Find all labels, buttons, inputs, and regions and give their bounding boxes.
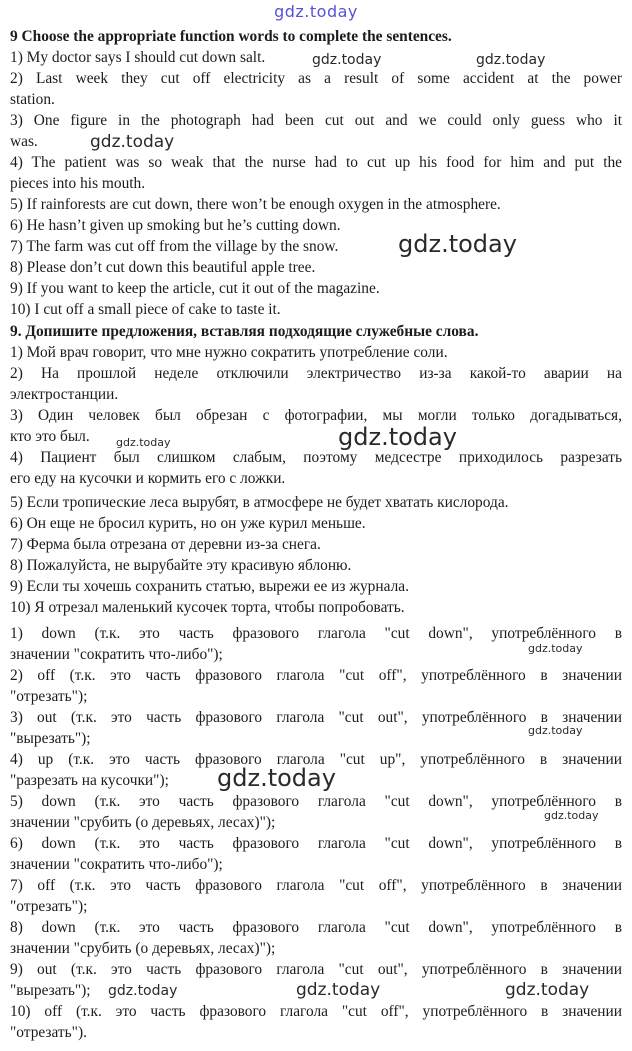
answer-line: 7) off (т.к. это часть фразового глагола "cut off", употреблённого в значении bbox=[10, 877, 622, 894]
russian-sentence-line: кто это был. bbox=[10, 428, 90, 445]
answer-line: 3) out (т.к. это часть фразового глагола "cut out", употреблённого в значении bbox=[10, 709, 622, 726]
watermark: gdz.today bbox=[476, 52, 546, 68]
english-sentence-line: 10) I cut off a small piece of cake to taste it. bbox=[10, 301, 281, 318]
watermark: gdz.today bbox=[528, 642, 583, 655]
russian-sentence-line: 2) На прошлой неделе отключили электричество из-за какой-то аварии на bbox=[10, 365, 622, 382]
site-logo: gdz.today bbox=[274, 2, 358, 21]
answer-line: значении "сократить что-либо"); bbox=[10, 646, 223, 663]
russian-sentence-line: 6) Он еще не бросил курить, но он уже курил меньше. bbox=[10, 515, 366, 532]
russian-sentence-line: 4) Пациент был слишком слабым, поэтому медсестре приходилось разрезать bbox=[10, 449, 622, 466]
watermark: gdz.today bbox=[108, 983, 178, 999]
answer-line: 6) down (т.к. это часть фразового глагола "cut down", употреблённого в bbox=[10, 835, 622, 852]
watermark: gdz.today bbox=[296, 980, 381, 1000]
english-sentence-line: 4) The patient was so weak that the nurse had to cut up his food for him and put the bbox=[10, 154, 622, 171]
answer-line: значении "срубить (о деревьях, лесах)"); bbox=[10, 814, 276, 831]
watermark: gdz.today bbox=[312, 52, 382, 68]
answer-line: 1) down (т.к. это часть фразового глагола "cut down", употреблённого в bbox=[10, 625, 622, 642]
russian-sentence-line: 7) Ферма была отрезана от деревни из-за снега. bbox=[10, 536, 321, 553]
watermark: gdz.today bbox=[90, 132, 175, 152]
russian-sentence-line: 3) Один человек был обрезан с фотографии, мы могли только догадываться, bbox=[10, 407, 622, 424]
english-sentence-line: 1) My doctor says I should cut down salt. bbox=[10, 49, 266, 66]
english-sentence-line: 6) He hasn’t given up smoking but he’s cutting down. bbox=[10, 217, 341, 234]
answer-line: "разрезать на кусочки"); bbox=[10, 772, 169, 789]
russian-exercise-heading: 9. Допишите предложения, вставляя подходящие служебные слова. bbox=[10, 323, 479, 340]
russian-sentence-line: 1) Мой врач говорит, что мне нужно сократить употребление соли. bbox=[10, 344, 448, 361]
answer-line: 4) up (т.к. это часть фразового глагола "cut up", употреблённого в значении bbox=[10, 751, 622, 768]
watermark: gdz.today bbox=[544, 809, 599, 822]
english-sentence-line: 3) One figure in the photograph had been cut out and we could only guess who it bbox=[10, 112, 622, 129]
russian-sentence-line: 8) Пожалуйста, не вырубайте эту красивую яблоню. bbox=[10, 557, 352, 574]
watermark: gdz.today bbox=[338, 423, 457, 451]
english-sentence-line: 7) The farm was cut off from the village by the snow. bbox=[10, 238, 339, 255]
russian-sentence-line: 9) Если ты хочешь сохранить статью, вырежи ее из журнала. bbox=[10, 578, 409, 595]
answer-line: "вырезать"); bbox=[10, 982, 91, 999]
watermark: gdz.today bbox=[116, 436, 171, 449]
watermark: gdz.today bbox=[505, 980, 590, 1000]
answer-line: 10) off (т.к. это часть фразового глагола "cut off", употреблённого в значении bbox=[10, 1003, 622, 1020]
english-sentence-line: 5) If rainforests are cut down, there won’t be enough oxygen in the atmosphere. bbox=[10, 196, 501, 213]
answer-line: "отрезать"). bbox=[10, 1024, 87, 1041]
answer-line: 2) off (т.к. это часть фразового глагола "cut off", употреблённого в значении bbox=[10, 667, 622, 684]
english-sentence-line: 2) Last week they cut off electricity as a result of some accident at the power bbox=[10, 70, 622, 87]
russian-sentence-line: электростанции. bbox=[10, 386, 119, 403]
answer-line: значении "срубить (о деревьях, лесах)"); bbox=[10, 940, 276, 957]
russian-sentence-line: 10) Я отрезал маленький кусочек торта, чтобы попробовать. bbox=[10, 599, 405, 616]
english-sentence-line: 8) Please don’t cut down this beautiful apple tree. bbox=[10, 259, 316, 276]
russian-sentence-line: 5) Если тропические леса вырубят, в атмосфере не будет хватать кислорода. bbox=[10, 494, 509, 511]
watermark: gdz.today bbox=[528, 724, 583, 737]
answer-line: 5) down (т.к. это часть фразового глагола "cut down", употреблённого в bbox=[10, 793, 622, 810]
answer-line: "отрезать"); bbox=[10, 688, 88, 705]
english-sentence-line: 9) If you want to keep the article, cut it out of the magazine. bbox=[10, 280, 380, 297]
english-sentence-line: station. bbox=[10, 91, 55, 108]
russian-sentence-line: его еду на кусочки и кормить его с ложки. bbox=[10, 470, 286, 487]
answer-line: "вырезать"); bbox=[10, 730, 91, 747]
watermark: gdz.today bbox=[217, 764, 336, 792]
english-exercise-heading: 9 Choose the appropriate function words to complete the sentences. bbox=[10, 28, 452, 45]
answer-line: "отрезать"); bbox=[10, 898, 88, 915]
watermark: gdz.today bbox=[398, 230, 517, 258]
answer-line: 9) out (т.к. это часть фразового глагола "cut out", употреблённого в значении bbox=[10, 961, 622, 978]
answer-line: значении "сократить что-либо"); bbox=[10, 856, 223, 873]
english-sentence-line: was. bbox=[10, 133, 38, 150]
english-sentence-line: pieces into his mouth. bbox=[10, 175, 146, 192]
answer-line: 8) down (т.к. это часть фразового глагола "cut down", употреблённого в bbox=[10, 919, 622, 936]
